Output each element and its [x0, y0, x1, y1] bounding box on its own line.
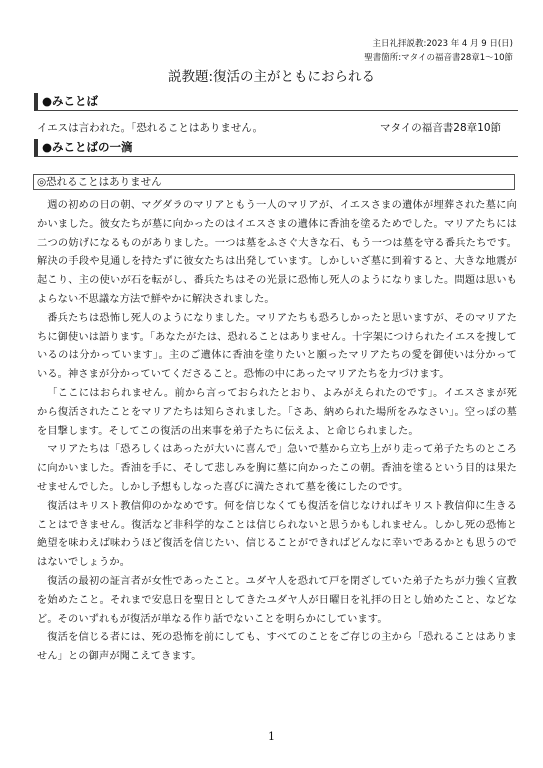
section-heading-drop-label: ●みことばの一滴: [42, 140, 133, 154]
subheading-box: [33, 174, 515, 190]
paragraph: 復活の最初の証言者が女性であったこと。ユダヤ人を恐れて戸を閉ざしていた弟子たちが力強く宣教を始めたこと。それまで安息日を聖日としてきたユダヤ人が日曜日を礼拝の日とし始めたこと、などなど。そのいずれもが復活が単なる作り話でないことを明らかにしています。: [37, 575, 517, 625]
paragraph: 復活を信じる者には、死の恐怖を前にしても、すべてのことをご存じの主から「恐れることはありません」との御声が聞こえてきます。: [37, 632, 517, 663]
sermon-title: 説教題:復活の主がともにおられる: [167, 69, 376, 85]
section-heading-drop: [34, 139, 518, 157]
paragraph: 番兵たちは恐怖し死人のようになりました。マリアたちも恐ろしかったと思いますが、そのマリアたちに御使いは語ります。「あなたがたは、恐れることはありません。十字架につけられたイエスを捜しているのは分かっています」。主のご遺体に香油を塗りたいと願ったマリアたちの愛を御使いは分かっている。神さまが分かっていてくださること。恐怖の中にあったマリアたちを力づけます。: [37, 312, 517, 381]
subheading-label: ◎恐れることはありません: [37, 176, 162, 188]
paragraph: 復活はキリスト教信仰のかなめです。何を信じなくても復活を信じなければキリスト教信仰に生きることはできません。復活など非科学的なことは信じられないと思うかもしれません。しかし死の恐怖と絶望を味わえば味わうほど復活を信じたい、信じることができればどんなに幸いであるかとも思うのではないでしょうか。: [37, 500, 517, 569]
paragraph: 週の初めの日の朝、マグダラのマリアともう一人のマリアが、イエスさまの遺体が埋葬された墓に向かいました。彼女たちが墓に向かったのはイエスさまの遺体に香油を塗るためでした。マリアたちには二つの妨げになるものがありました。一つは墓をふさぐ大きな石、もう一つは墓を守る番兵たちです。解決の手段や見通しを持たずに彼女たちは出発しています。しかしいざ墓に到着すると、大きな地震が起こり、主の使いが石を転がし、番兵たちはその光景に恐怖し死人のようになりました。問題は思いもよらない不思議な方法で鮮やかに解決されました。: [37, 200, 517, 305]
sermon-body: [37, 197, 517, 667]
scripture-reference: 聖書箇所:マタイの福音書28章1〜10節: [364, 53, 513, 63]
page-number: 1: [268, 730, 275, 743]
verse-reference: マタイの福音書28章10節: [379, 122, 501, 134]
verse-text: イエスは言われた。「恐れることはありません。: [37, 122, 263, 134]
paragraph: マリアたちは「恐ろしくはあったが大いに喜んで」急いで墓から立ち上がり走って弟子たちのところに向かいました。香油を手に、そして悲しみを胸に墓に向かったこの朝。香油を塗るという目的は果たせませんでした。しかし予想もしなった喜びに満たされて墓を後にしたのです。: [37, 444, 517, 493]
section-heading-word: [34, 93, 518, 111]
section-heading-word-label: ●みことば: [42, 94, 99, 108]
paragraph: 「ここにはおられません。前から言っておられたとおり、よみがえられたのです」。イエスさまが死から復活されたことをマリアたちは知らされました。「さあ、納められた場所をみなさい」。空っぽの墓を目撃します。そしてこの復活の出来事を弟子たちに伝えよ、と命じられました。: [37, 387, 517, 437]
sermon-date: 主日礼拝説教:2023 年 4 月 9 日(日): [372, 39, 513, 49]
